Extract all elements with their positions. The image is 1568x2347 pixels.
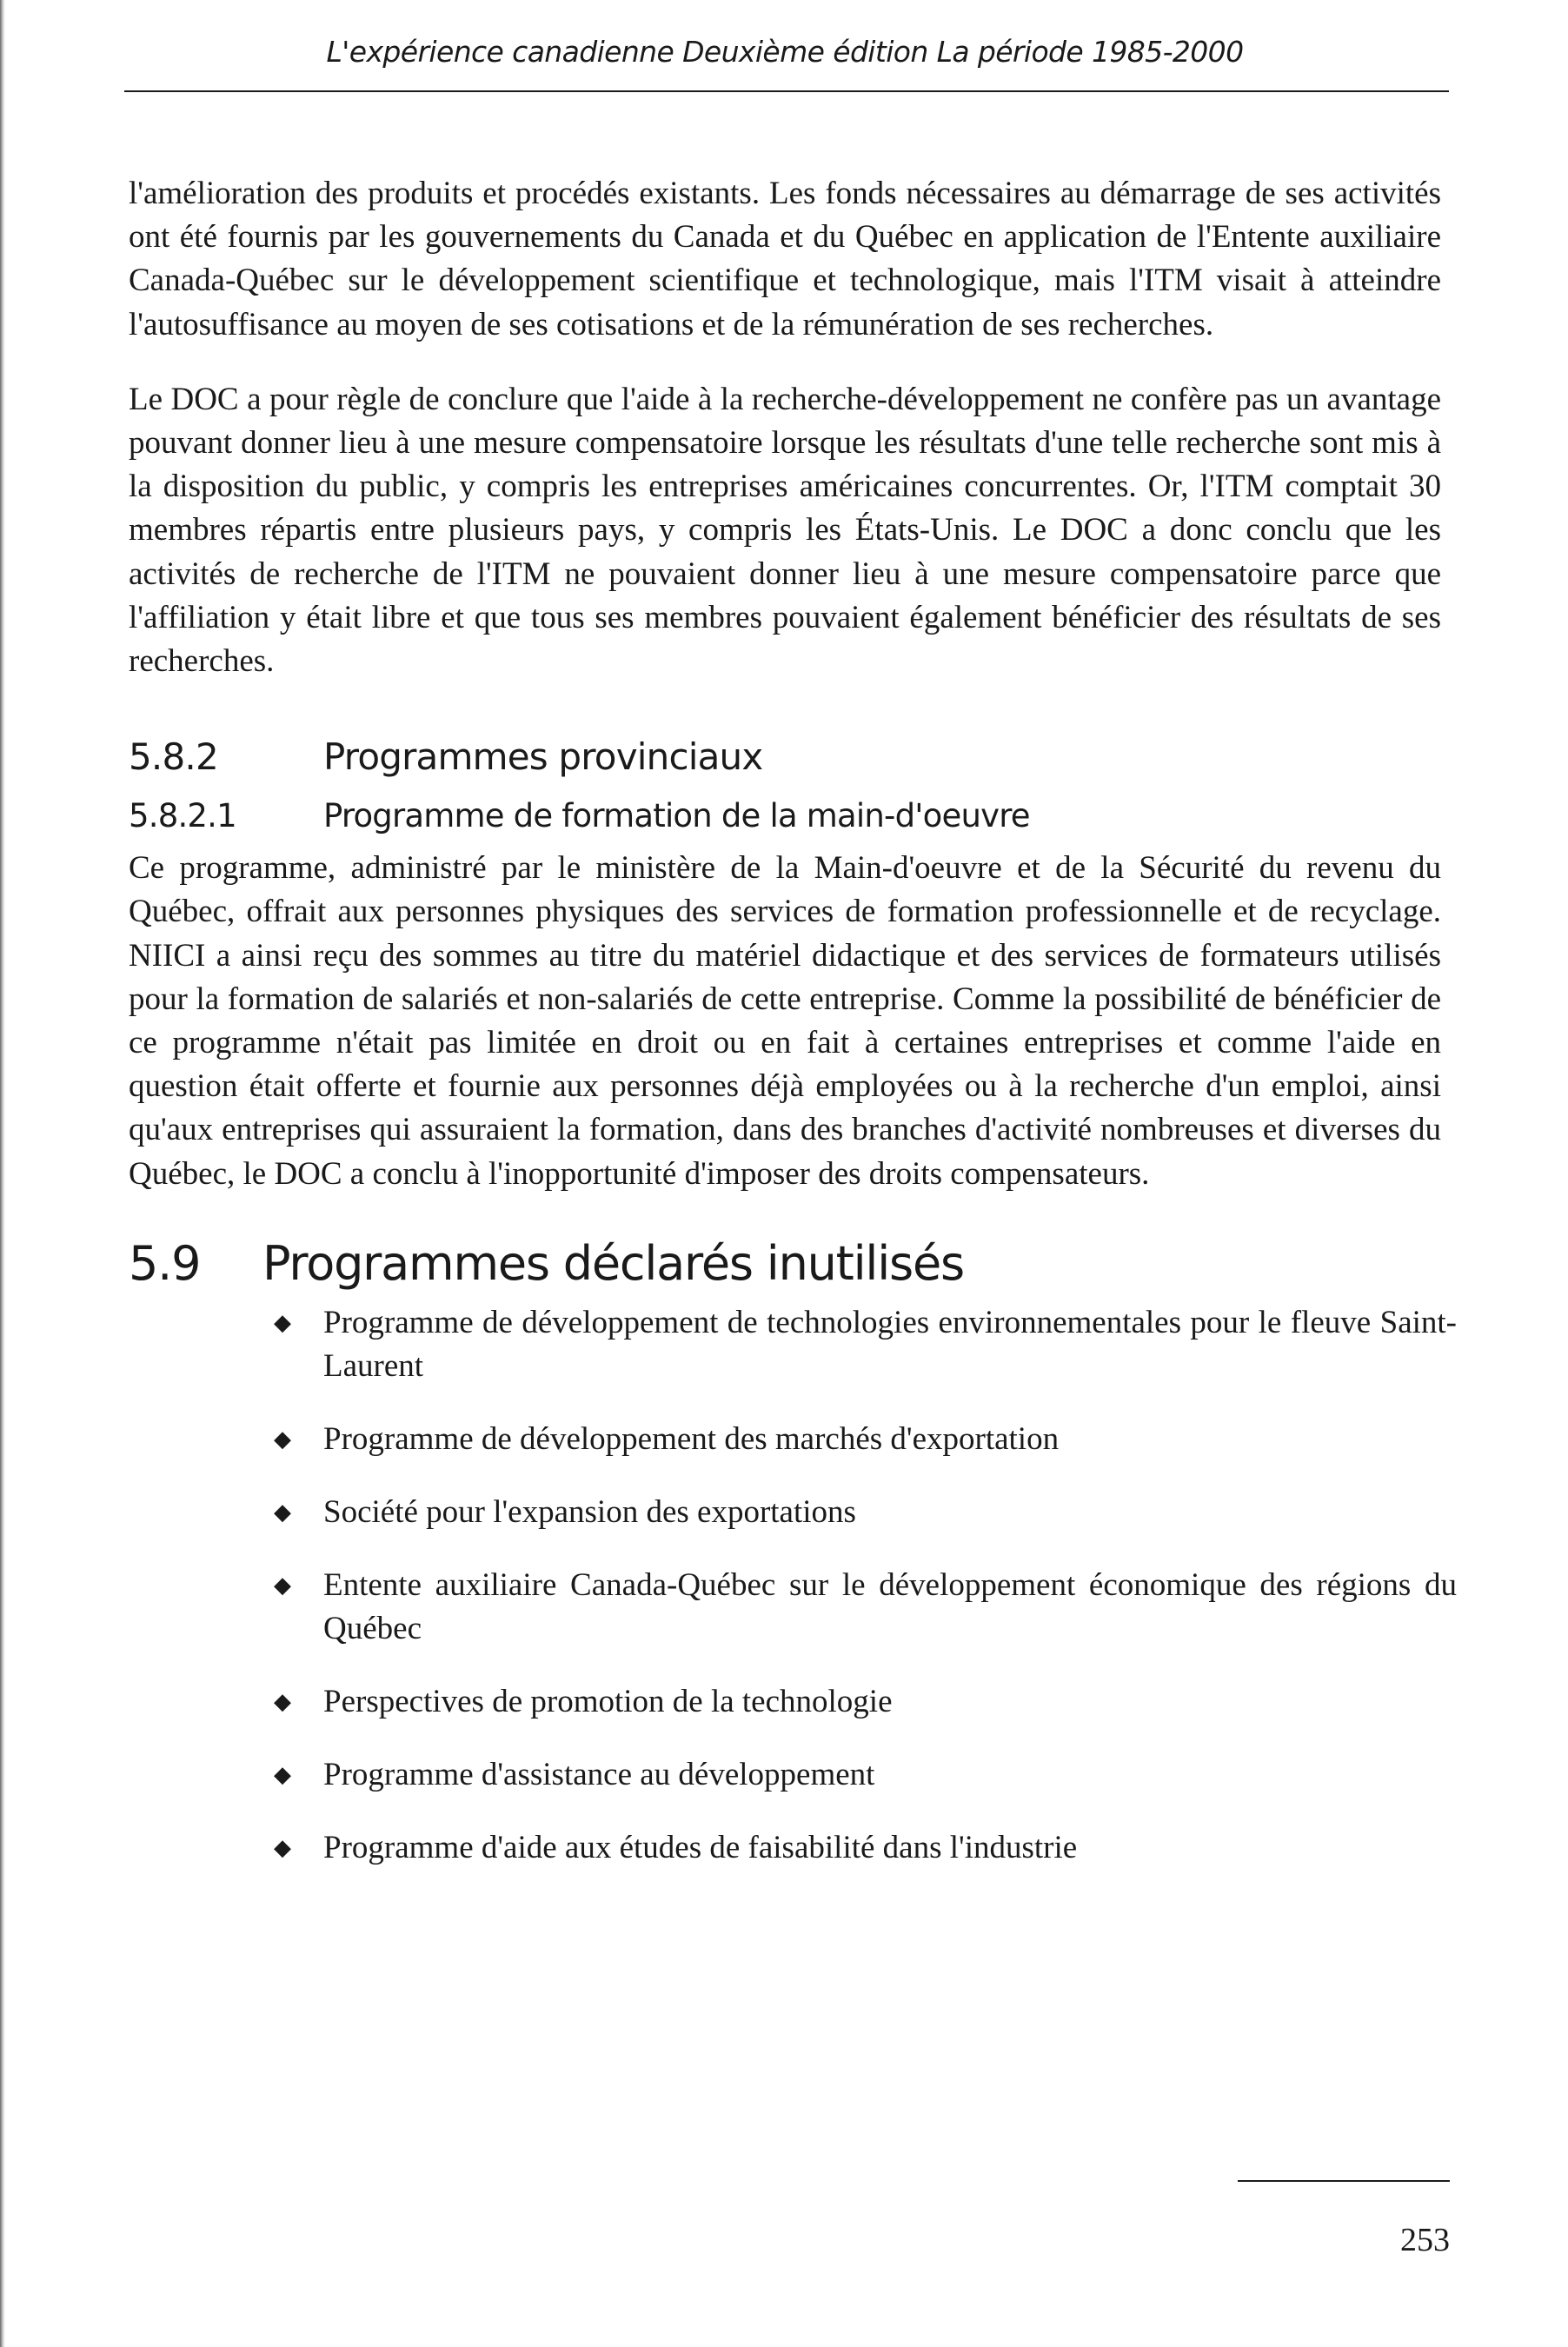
diamond-bullet-icon: ◆ — [274, 1426, 291, 1452]
footer-rule — [1238, 2180, 1450, 2182]
list-item — [274, 1564, 1457, 1651]
section-title: Programme de formation de la main-d'oeuvre — [323, 797, 1030, 835]
list-item-text: Perspectives de promotion de la technologie — [323, 1683, 893, 1719]
section-title: Programmes déclarés inutilisés — [262, 1235, 964, 1291]
diamond-bullet-icon: ◆ — [274, 1761, 291, 1787]
paragraph-training-program: Ce programme, administré par le ministère de la Main-d'oeuvre et de la Sécurité du revenu du Québec, offrait aux personnes physiques des services de formation professionnelle et de recyclage. NIICI a ainsi reçu des sommes au titre du matériel didactique et des services de formateurs utilisés pour la formation de salariés et non-salariés de cette entreprise. Comme la possibilité de bénéficier de ce programme n'était pas limitée en droit ou en fait à certaines entreprises et comme l'aide en question était offerte et fournie aux personnes déjà employées ou à la recherche d'un emploi, ainsi qu'aux entreprises qui assuraient la formation, dans des branches d'activité nombreuses et diverses du Québec, le DOC a conclu à l'inopportunité d'imposer des droits compensateurs. — [129, 850, 1441, 1192]
section-heading-5-9 — [129, 1236, 1441, 1291]
paragraph-itm-funding: l'amélioration des produits et procédés existants. Les fonds nécessaires au démarrage de ses activités ont été fournis par les gouvernements du Canada et du Québec en application de l'Entente auxiliaire Canada-Québec sur le développement scientifique et technologique, mais l'ITM visait à atteindre l'autosuffisance au moyen de ses cotisations et de la rémunération de ses recherches. — [129, 176, 1441, 342]
scan-edge-shadow — [0, 0, 5, 2347]
diamond-bullet-icon: ◆ — [274, 1572, 291, 1598]
page-body — [129, 172, 1457, 1899]
section-number: 5.8.2 — [129, 735, 218, 779]
paragraph-doc-rule: Le DOC a pour règle de conclure que l'aide à la recherche-développement ne confère pas un avantage pouvant donner lieu à une mesure compensatoire lorsque les résultats d'une telle recherche sont mis à la disposition du public, y compris les entreprises américaines concurrentes. Or, l'ITM comptait 30 membres répartis entre plusieurs pays, y compris les États-Unis. Le DOC a donc conclu que les activités de recherche de l'ITM ne pouvaient donner lieu à une mesure compensatoire parce que l'affiliation y était libre et que tous ses membres pouvaient également bénéficier des résultats de ses recherches. — [129, 381, 1441, 680]
section-heading-5-8-2 — [129, 735, 1441, 778]
page-number: 253 — [1400, 2222, 1450, 2258]
diamond-bullet-icon: ◆ — [274, 1309, 291, 1335]
section-title: Programmes provinciaux — [323, 735, 763, 779]
list-item — [274, 1826, 1457, 1870]
list-item-text: Entente auxiliaire Canada-Québec sur le développement économique des régions du Québec — [323, 1566, 1457, 1646]
list-item — [274, 1680, 1457, 1724]
list-item-text: Programme d'aide aux études de faisabilité dans l'industrie — [323, 1829, 1078, 1865]
list-item-text: Programme de développement des marchés d'exportation — [323, 1420, 1060, 1457]
list-item — [274, 1753, 1457, 1797]
list-item-text: Société pour l'expansion des exportations — [323, 1493, 856, 1530]
diamond-bullet-icon: ◆ — [274, 1499, 291, 1525]
list-item — [274, 1301, 1457, 1388]
header-rule — [124, 90, 1449, 92]
section-heading-5-8-2-1 — [129, 797, 1441, 834]
list-item — [274, 1491, 1457, 1534]
list-item-text: Programme de développement de technologies environnementales pour le fleuve Saint-Laurent — [323, 1304, 1457, 1384]
diamond-bullet-icon: ◆ — [274, 1688, 291, 1714]
list-item-text: Programme d'assistance au développement — [323, 1756, 875, 1792]
section-number: 5.8.2.1 — [129, 797, 236, 835]
diamond-bullet-icon: ◆ — [274, 1834, 291, 1860]
unused-programs-list — [129, 1301, 1457, 1870]
running-header: L'expérience canadienne Deuxième édition La période 1985-2000 — [326, 35, 1244, 69]
list-item — [274, 1418, 1457, 1461]
section-number: 5.9 — [129, 1235, 201, 1291]
